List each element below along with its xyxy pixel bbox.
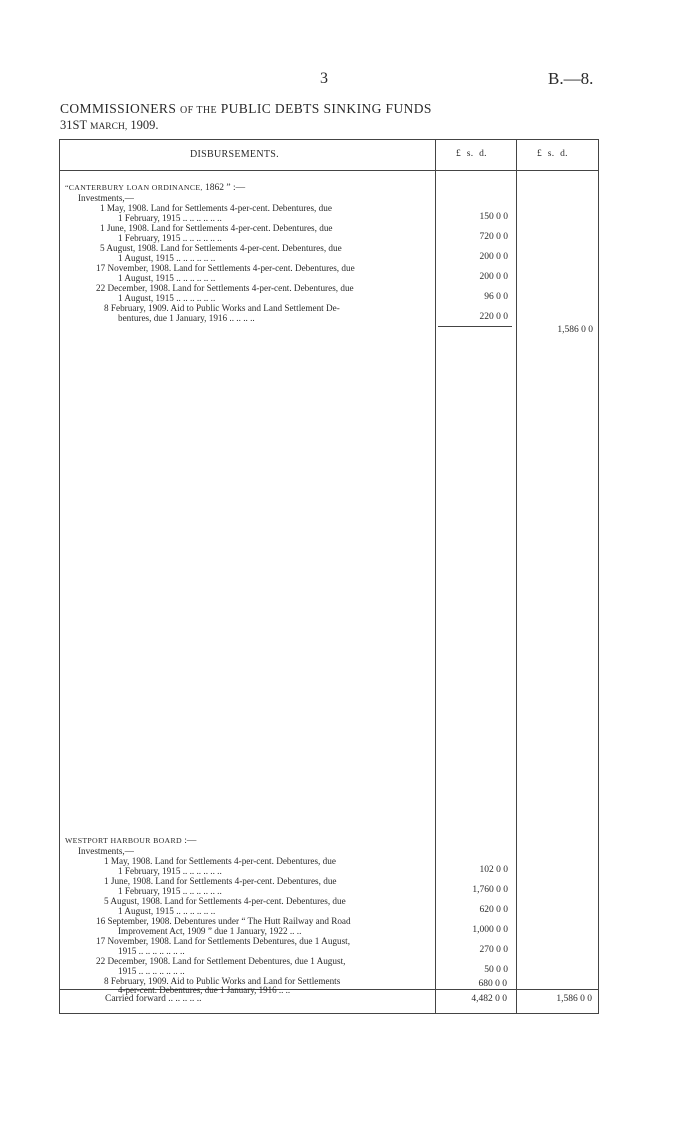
amount-cell: 1,000 0 0	[472, 925, 508, 935]
header-disbursements: DISBURSEMENTS.	[190, 149, 279, 160]
amount-cell: 620 0 0	[479, 905, 508, 915]
entry-line: 1 August, 1915 .. .. .. .. .. ..	[118, 906, 216, 916]
investments-label: Investments,—	[78, 846, 134, 856]
amount-cell: 220 0 0	[479, 312, 508, 322]
subtotal-rule	[438, 326, 512, 327]
document-reference: B.—8.	[548, 69, 594, 88]
amount-cell: 1,760 0 0	[472, 885, 508, 895]
investments-label: Investments,—	[78, 193, 134, 203]
header-pounds-col-1: £ s. d.	[456, 149, 487, 159]
entry-line: 1 February, 1915 .. .. .. .. .. ..	[118, 886, 222, 896]
entry-line: 22 December, 1908. Land for Settlement Debentures, due 1 August,	[96, 956, 346, 966]
entry-line: bentures, due 1 January, 1916 .. .. .. ..	[118, 313, 255, 323]
entry-line: 17 November, 1908. Land for Settlements 4-per-cent. Debentures, due	[96, 263, 355, 273]
entry-line: 1 August, 1915 .. .. .. .. .. ..	[118, 253, 216, 263]
header-rule	[60, 170, 598, 171]
entry-line: 8 February, 1909. Aid to Public Works and Land for Settlements	[104, 976, 341, 986]
section-title-westport: WESTPORT HARBOUR BOARD :—	[65, 836, 197, 846]
entry-line: 1 June, 1908. Land for Settlements 4-per-cent. Debentures, due	[104, 876, 337, 886]
amount-cell: 50 0 0	[484, 965, 508, 975]
date-year: 1909.	[130, 118, 159, 132]
entry-line: 1 May, 1908. Land for Settlements 4-per-cent. Debentures, due	[100, 203, 332, 213]
entry-line: 1 August, 1915 .. .. .. .. .. ..	[118, 273, 216, 283]
amount-cell: 96 0 0	[484, 292, 508, 302]
heading-word-commissioners: COMMISSIONERS	[60, 101, 177, 116]
carried-forward-label: Carried forward .. .. .. .. ..	[105, 994, 202, 1004]
carried-forward-col-2: 1,586 0 0	[556, 994, 592, 1004]
amount-cell: 270 0 0	[479, 945, 508, 955]
section-title-canterbury: “CANTERBURY LOAN ORDINANCE, 1862 ” :—	[65, 183, 246, 193]
heading-word-of-the: OF THE	[180, 105, 217, 116]
date-month: MARCH,	[90, 122, 128, 132]
date-day: 31ST	[60, 118, 87, 132]
amount-cell: 720 0 0	[479, 232, 508, 242]
entry-line: 17 November, 1908. Land for Settlements Debentures, due 1 August,	[96, 936, 351, 946]
entry-line: 1 August, 1915 .. .. .. .. .. ..	[118, 293, 216, 303]
column-rule-1	[435, 140, 436, 1013]
entry-line: 1 February, 1915 .. .. .. .. .. ..	[118, 866, 222, 876]
entry-line: 1915 .. .. .. .. .. .. ..	[118, 966, 185, 976]
entry-line: 1 February, 1915 .. .. .. .. .. ..	[118, 213, 222, 223]
entry-line: 22 December, 1908. Land for Settlements 4-per-cent. Debentures, due	[96, 283, 354, 293]
column-rule-2	[516, 140, 517, 1013]
entry-line: 1 February, 1915 .. .. .. .. .. ..	[118, 233, 222, 243]
section-total-cell: 1,586 0 0	[557, 325, 593, 335]
page-subheading-date	[60, 118, 158, 133]
entry-line: 5 August, 1908. Land for Settlements 4-per-cent. Debentures, due	[100, 243, 342, 253]
entry-line: 1 May, 1908. Land for Settlements 4-per-cent. Debentures, due	[104, 856, 336, 866]
entry-line: 16 September, 1908. Debentures under “ The Hutt Railway and Road	[96, 916, 351, 926]
amount-cell: 150 0 0	[479, 212, 508, 222]
amount-cell: 200 0 0	[479, 272, 508, 282]
entry-line: 4-per-cent. Debentures, due 1 January, 1916 .. ..	[118, 985, 291, 995]
carried-forward-col-1: 4,482 0 0	[471, 994, 507, 1004]
entry-line: 8 February, 1909. Aid to Public Works and Land Settlement De-	[104, 303, 340, 313]
amount-cell: 200 0 0	[479, 252, 508, 262]
amount-cell: 680 0 0	[478, 979, 507, 989]
disbursements-table	[59, 139, 599, 1014]
amount-cell: 102 0 0	[479, 865, 508, 875]
entry-line: 5 August, 1908. Land for Settlements 4-per-cent. Debentures, due	[104, 896, 346, 906]
header-pounds-col-2: £ s. d.	[537, 149, 568, 159]
heading-word-fund-name: PUBLIC DEBTS SINKING FUNDS	[220, 101, 432, 116]
page-heading	[60, 101, 432, 117]
entry-line: 1915 .. .. .. .. .. .. ..	[118, 946, 185, 956]
entry-line: Improvement Act, 1909 ” due 1 January, 1922 .. ..	[118, 926, 302, 936]
entry-line: 1 June, 1908. Land for Settlements 4-per-cent. Debentures, due	[100, 223, 333, 233]
page-number: 3	[320, 70, 328, 87]
